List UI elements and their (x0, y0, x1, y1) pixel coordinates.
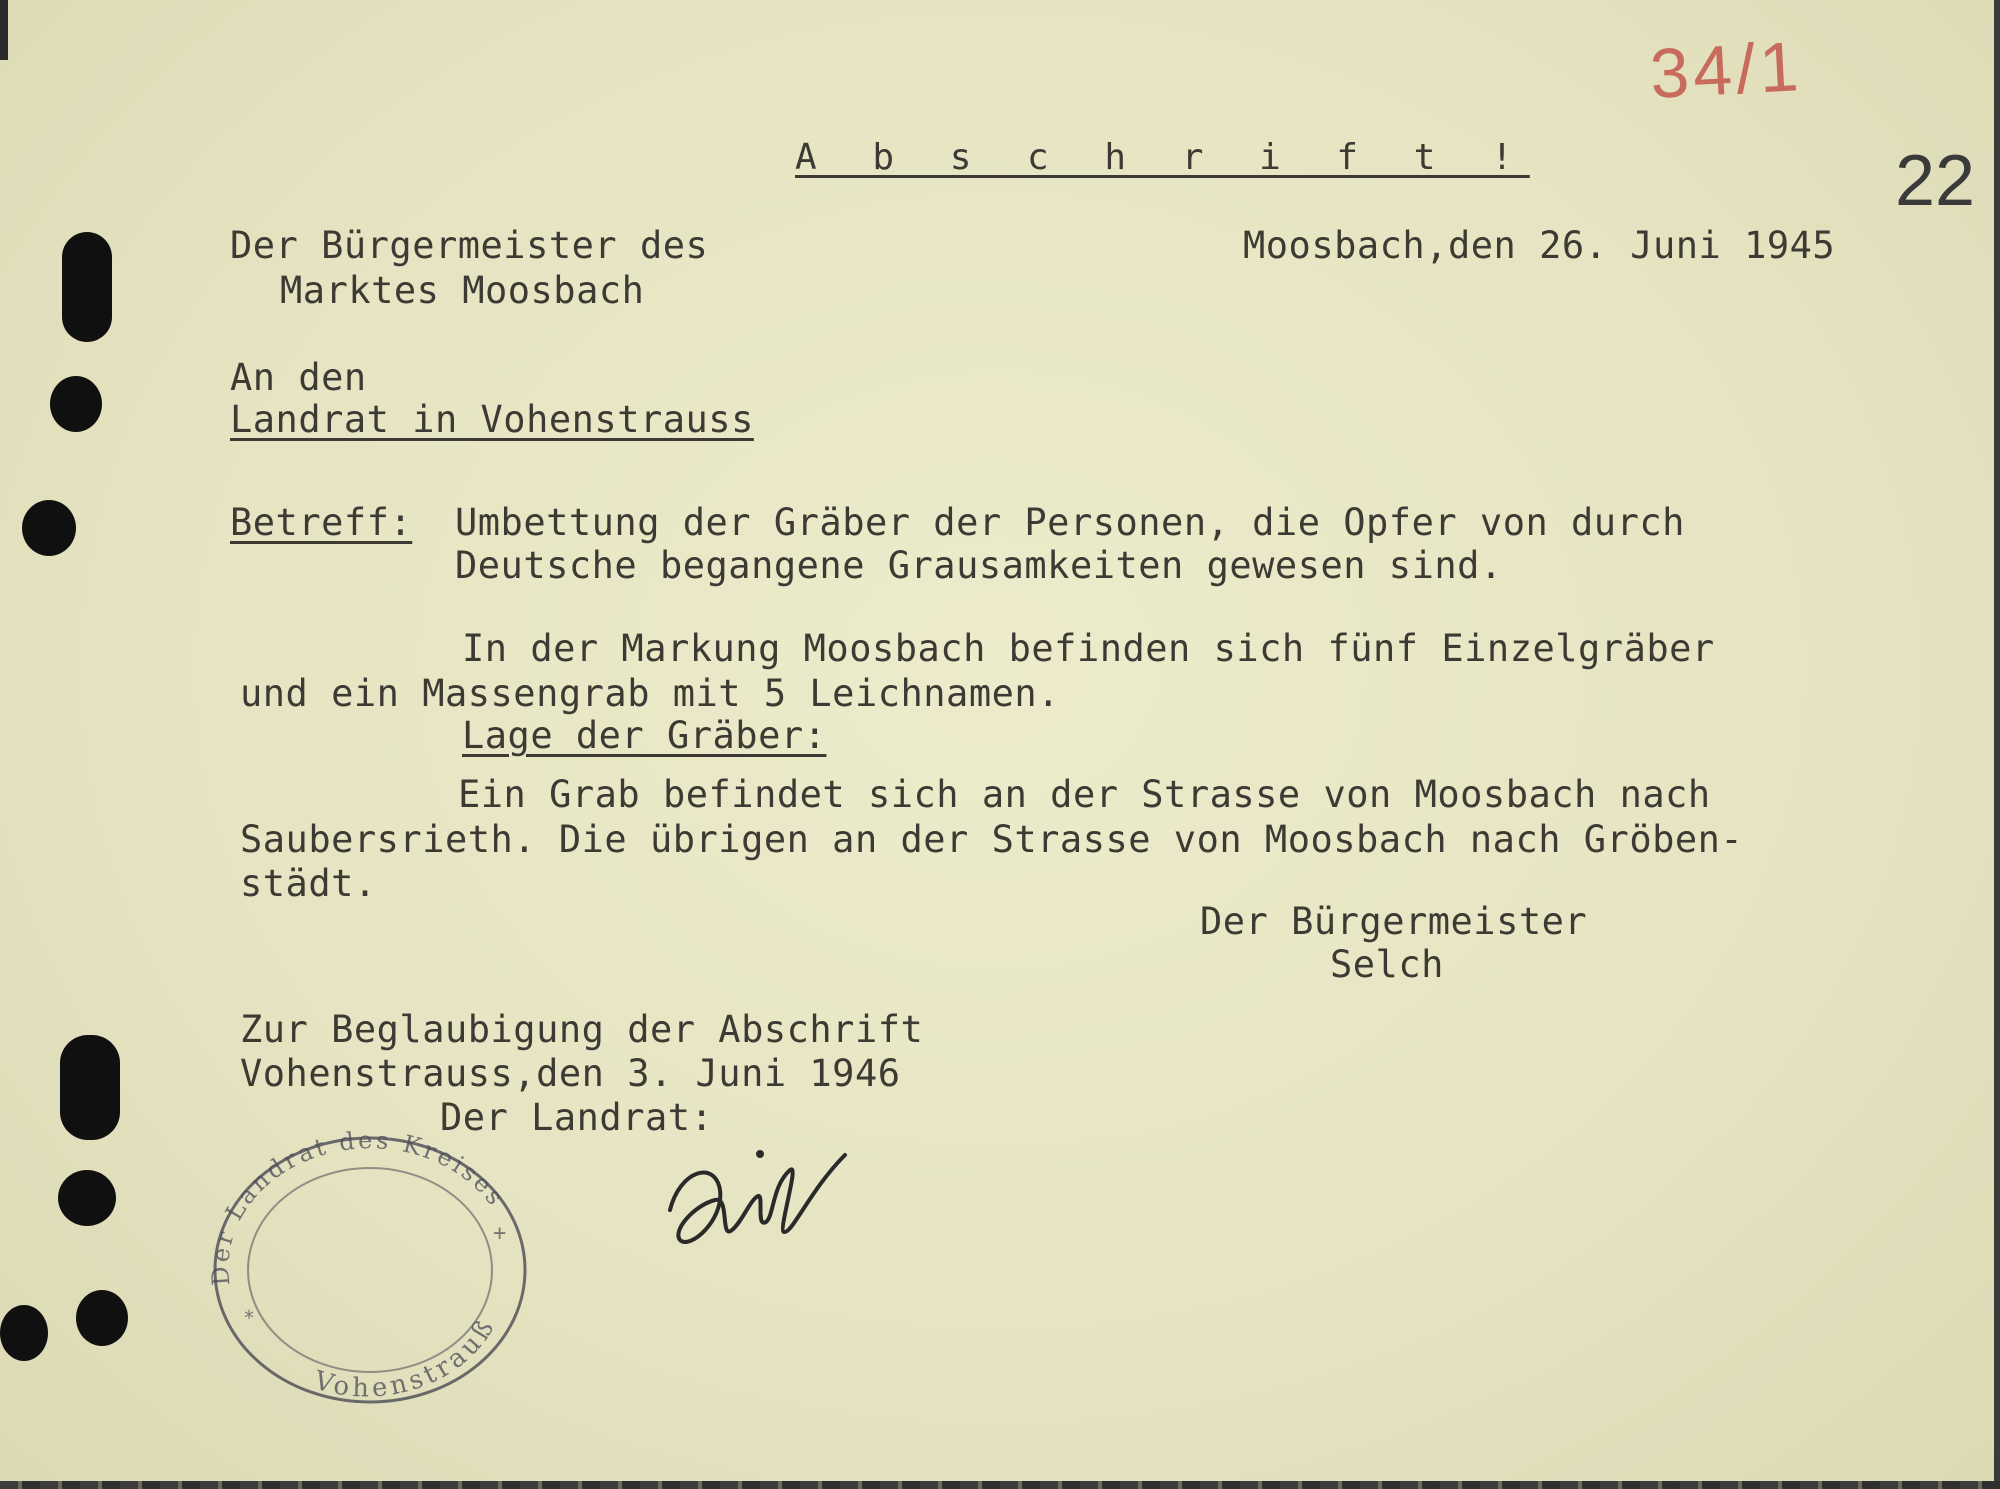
stamp-text-top: Der Landrat des Kreises (206, 1126, 511, 1287)
punch-hole (60, 1035, 120, 1140)
svg-text:+: + (493, 1221, 507, 1246)
subject-line: Deutsche begangene Grausamkeiten gewesen sind. (455, 544, 1503, 587)
document-title: A b s c h r i f t ! (795, 137, 1530, 178)
body-line: und ein Massengrab mit 5 Leichnamen. (240, 672, 1060, 715)
archive-number: 34/1 (1648, 27, 1805, 113)
punch-hole (62, 232, 112, 342)
body-line: Ein Grab befindet sich an der Strasse von Moosbach nach (458, 773, 1711, 816)
scan-edge (0, 0, 8, 60)
sender-line: Der Bürgermeister des (230, 224, 709, 267)
subject-line: Umbettung der Gräber der Personen, die Opfer von durch (455, 501, 1685, 544)
sender-line: Marktes Moosbach (280, 269, 645, 312)
recipient-line: Landrat in Vohenstrauss (230, 398, 754, 441)
certification-line: Zur Beglaubigung der Abschrift (240, 1008, 924, 1051)
stamp-text-bottom: Vohenstrauß (310, 1311, 503, 1404)
punch-hole (0, 1305, 48, 1361)
punch-hole (58, 1170, 116, 1226)
place-date: Moosbach,den 26. Juni 1945 (1243, 224, 1836, 267)
page-number: 22 (1895, 141, 1976, 221)
svg-text:*: * (243, 1306, 256, 1330)
handwritten-signature (660, 1130, 860, 1270)
scan-edge (1994, 0, 2000, 1489)
body-line: Saubersrieth. Die übrigen an der Strasse von Moosbach nach Gröben- (240, 818, 1744, 861)
signoff-title: Der Bürgermeister (1200, 900, 1588, 943)
punch-hole (76, 1290, 128, 1346)
body-line: In der Markung Moosbach befinden sich fünf Einzelgräber (462, 627, 1715, 670)
recipient-line: An den (230, 356, 367, 399)
punch-hole (22, 500, 76, 556)
certification-line: Vohenstrauss,den 3. Juni 1946 (240, 1052, 901, 1095)
official-stamp (195, 1110, 545, 1410)
section-heading: Lage der Gräber: (462, 714, 827, 757)
svg-text:Vohenstrauß (310, 1311, 502, 1403)
scan-edge (0, 1481, 2000, 1489)
signoff-name: Selch (1330, 943, 1444, 986)
subject-label: Betreff: (230, 501, 413, 544)
certification-line: Der Landrat: (440, 1096, 714, 1139)
body-line: städt. (240, 862, 377, 905)
punch-hole (50, 376, 102, 432)
